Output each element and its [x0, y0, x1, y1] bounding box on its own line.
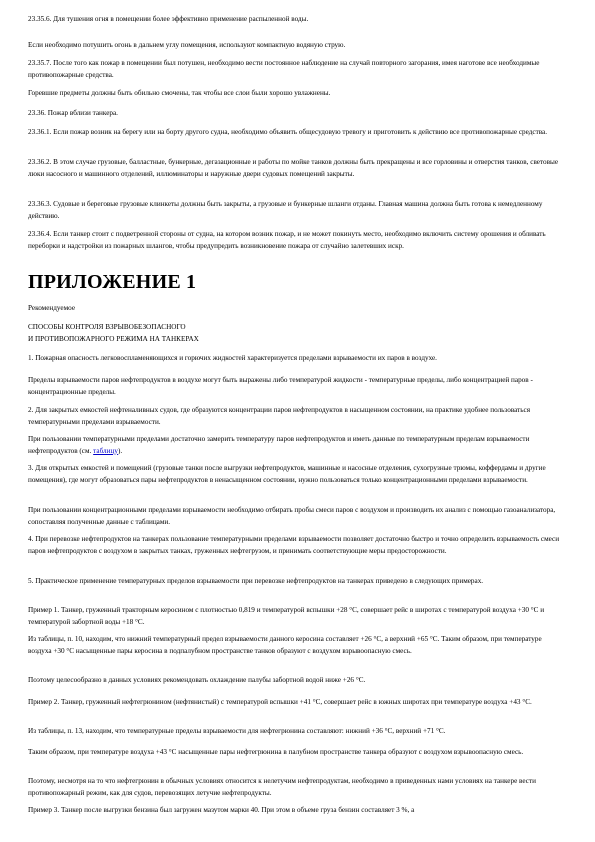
- paragraph-concentration-limits: При пользовании концентрационными пределами взрываемости необходимо отбирать пробы смеси паров с воздухом и производить их анализ с помощью газоанализатора, сопоставляя полученные данные с таблицами.: [28, 506, 556, 526]
- recommended-label: Рекомендуемое: [28, 304, 76, 312]
- paragraph-2: 2. Для закрытых емкостей нефтеналивных судов, где образуются концентрации паров нефтепродуктов в насыщенном состоянии, на практике удобнее пользоваться температурными пределами взрываемости.: [28, 406, 531, 426]
- paragraph-example-3: Пример 3. Танкер после выгрузки бензина был загружен мазутом марки 40. При этом в объеме груза бензин составляет 3 %, а: [28, 806, 415, 814]
- section-title-line-1: СПОСОБЫ КОНТРОЛЯ ВЗРЫВОБЕЗОПАСНОГО: [28, 323, 186, 331]
- paragraph-23-35-6: 23.35.6. Для тушения огня в помещении более эффективно применение распыленной воды.: [28, 15, 309, 23]
- paragraph-1: 1. Пожарная опасность легковоспламеняющихся и горючих жидкостей характеризуется пределами взрываемости их паров в воздухе.: [28, 354, 437, 362]
- paragraph-temperature-limits-end: ).: [117, 446, 123, 455]
- paragraph-example-2-result: Таким образом, при температуре воздуха +43 °С насыщенные пары нефтегрюнина в палубном пространстве танкера образуют с воздухом взрывоопасную смесь.: [28, 748, 524, 756]
- paragraph-example-1-advice: Поэтому целесообразно в данных условиях рекомендовать охлаждение палубы забортной водой ниже +26 °С.: [28, 676, 366, 684]
- paragraph-example-2-advice: Поэтому, несмотря на то что нефтегрюнин в обычных условиях относится к нелетучим нефтепродуктам, необходимо в приведенных нами условиях на танкере вести противопожарный режим, как для судов, перевозящих летучие нефтепродукты.: [28, 777, 536, 797]
- paragraph-23-36-3: 23.36.3. Судовые и береговые грузовые клинкеты должны быть закрыты, а грузовые и бункерные шланги отданы. Главная машина должна быть готова к немедленному действию.: [28, 200, 543, 220]
- paragraph-example-1-calc: Из таблицы, п. 10, находим, что нижний температурный предел взрываемости данного керосина составляет +26 °С, а верхний +65 °С. Таким образом, при температуре воздуха +30 °С насыщенные пары керосина в подпалубном пространстве танков образуют с воздухом взрывоопасную смесь.: [28, 635, 542, 655]
- paragraph-23-36-1: 23.36.1. Если пожар возник на берегу или на борту другого судна, необходимо объявить общесудовую тревогу и приготовить к действию все противопожарные средства.: [28, 128, 548, 136]
- paragraph-example-1: Пример 1. Танкер, груженный тракторным керосином с плотностью 0,819 и температурой вспышки +28 °С, совершает рейс в широтах с температурой воздуха +30 °С и температурой забортной воды +18 °С.: [28, 606, 545, 626]
- paragraph-compact-stream: Если необходимо потушить огонь в дальнем углу помещения, используют компактную водяную струю.: [28, 41, 346, 49]
- paragraph-23-35-7: 23.35.7. После того как пожар в помещении был потушен, необходимо вести постоянное наблюдение на случай повторного загорания, имея наготове все необходимые противопожарные средства.: [28, 59, 540, 79]
- appendix-heading: ПРИЛОЖЕНИЕ 1: [28, 271, 197, 293]
- paragraph-4: 4. При перевозке нефтепродуктов на танкерах пользование температурными пределами взрываемости позволяет достаточно быстро и точно определить взрываемость смеси паров нефтепродуктов с воздухом в закрытых танках, груженных нефтегрузом, и принимать соответствующие меры предосторожности.: [28, 535, 560, 555]
- paragraph-23-36-4: 23.36.4. Если танкер стоит с подветренной стороны от судна, на котором возник пожар, и не может покинуть место, необходимо включить систему орошения и обливать переборки и надстройки из пожарных шлангов, чтобы предупредить возникновение пожара от случайно залетевших искр.: [28, 230, 546, 250]
- paragraph-temperature-limits-text: При пользовании температурными пределами достаточно замерить температуру паров нефтепродуктов и иметь данные по температурным пределам взрываемости нефтепродуктов (см.: [28, 435, 530, 455]
- paragraph-soaked-items: Горевшие предметы должны быть обильно смочены, так чтобы все слои были хорошо увлажнены.: [28, 89, 331, 97]
- section-title-line-2: И ПРОТИВОПОЖАРНОГО РЕЖИМА НА ТАНКЕРАХ: [28, 335, 199, 343]
- table-link[interactable]: таблицу: [93, 446, 118, 455]
- paragraph-temperature-limits: [28, 434, 566, 457]
- paragraph-3: 3. Для открытых емкостей и помещений (грузовые танки после выгрузки нефтепродуктов, машинные и насосные отделения, сухогрузные трюмы, коффердамы и другие помещения), где могут образоваться пары нефтепродуктов в ненасыщенном состоянии, нужно пользоваться только концентрационными пределами взрываемости.: [28, 464, 546, 484]
- paragraph-5: 5. Практическое применение температурных пределов взрываемости при перевозке нефтепродуктов на танкерах приведено в следующих примерах.: [28, 577, 484, 585]
- paragraph-explosion-limits: Пределы взрываемости паров нефтепродуктов в воздухе могут быть выражены либо температурой жидкости - температурные пределы, либо концентрацией паров - концентрационные пределы.: [28, 376, 533, 396]
- paragraph-example-2-calc: Из таблицы, п. 13, находим, что температурные пределы взрываемости для нефтегрюнина составляют: нижний +36 °С, верхний +71 °С.: [28, 727, 446, 735]
- paragraph-23-36-2: 23.36.2. В этом случае грузовые, балластные, бункерные, дегазационные и работы по мойке танков должны быть прекращены и все горловины и отверстия танков, световые люки насосного и машинного отделений, иллюминаторы и наружные двери судовых помещений закрыты.: [28, 158, 559, 178]
- paragraph-23-36: 23.36. Пожар вблизи танкера.: [28, 109, 118, 117]
- paragraph-example-2: Пример 2. Танкер, груженный нефтегрюнином (нефтянистый) с температурой вспышки +41 °С, совершает рейс в южных широтах при температуре воздуха +43 °С.: [28, 698, 532, 706]
